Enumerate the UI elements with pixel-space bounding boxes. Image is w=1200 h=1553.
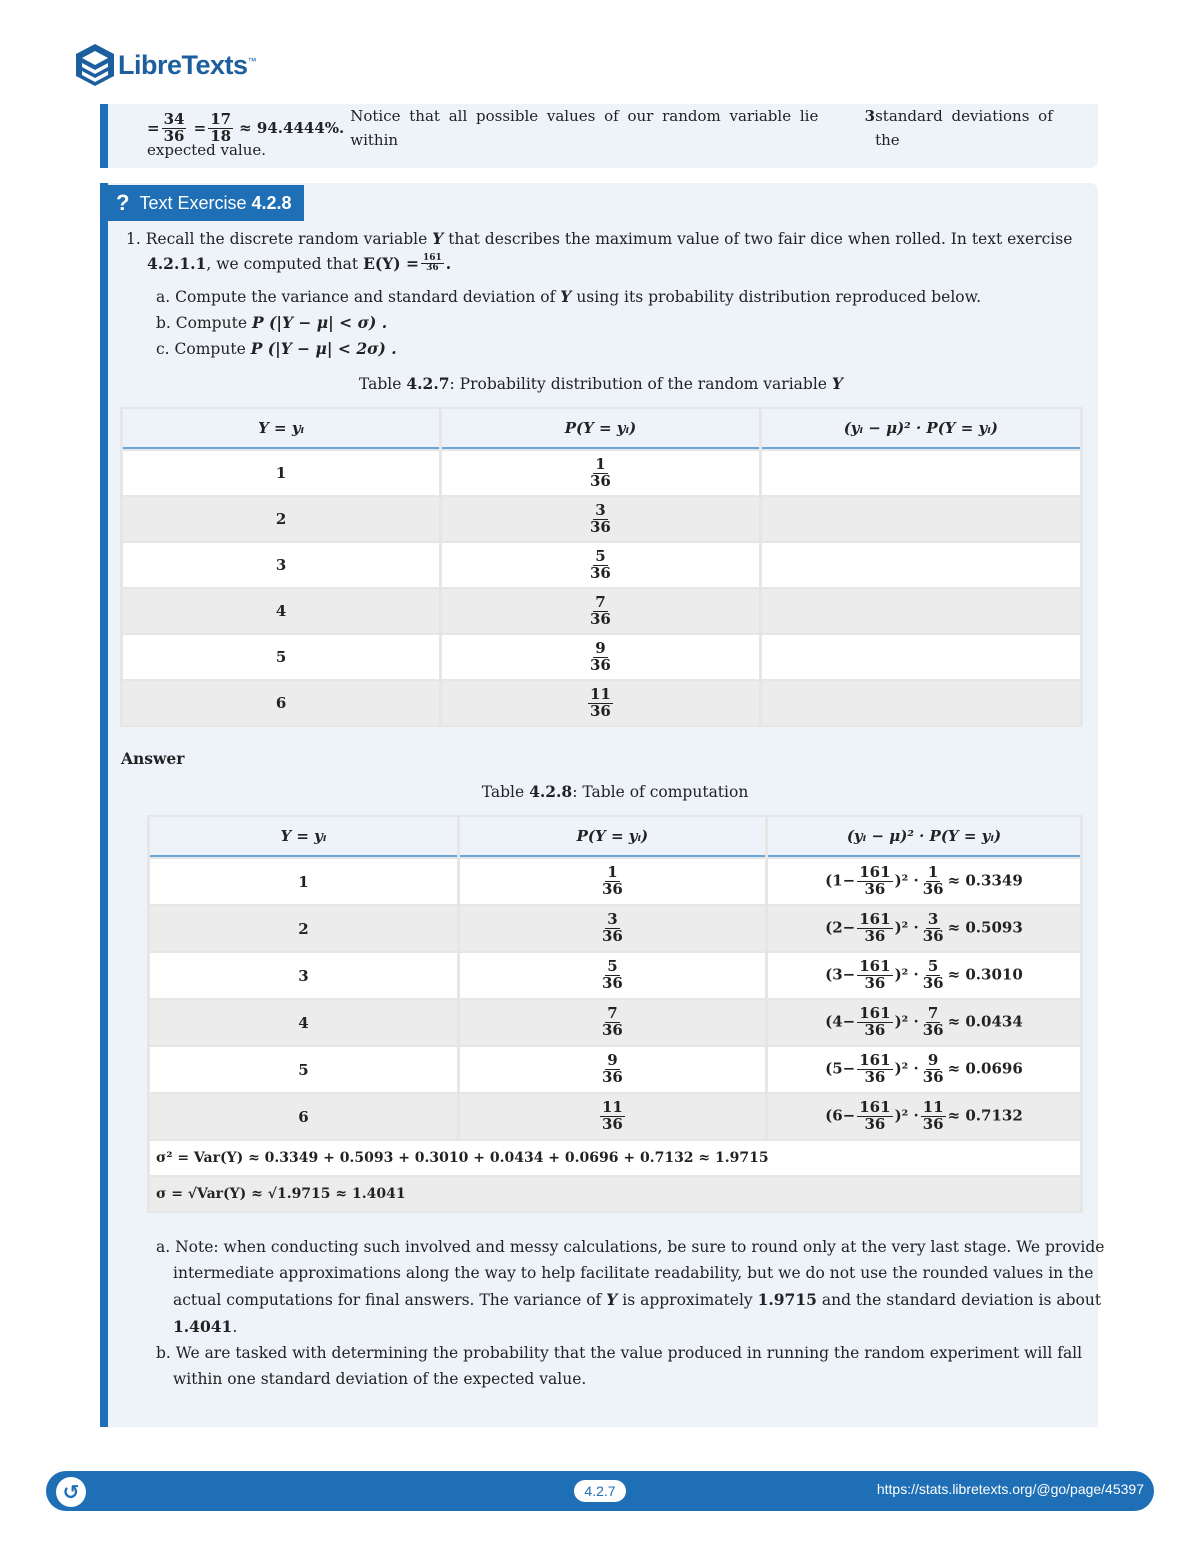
table-row: 1 $\frac{1}{36}$ (1− $\frac{161}{36}$ )² · $\frac{1}{36}$ ≈ 0.3349	[150, 859, 1080, 904]
col-header: P(Y = yᵢ)	[442, 409, 758, 449]
answer-a-line3: actual computations for final answers. The variance of Y is approximately 1.9715 and the standard deviation is about	[173, 1290, 1102, 1309]
table-row: 4 $\frac{7}{36}$	[123, 589, 1080, 633]
answer-a-line1: a. Note: when conducting such involved and messy calculations, be sure to round only at the very last stage. We provide	[156, 1238, 1105, 1256]
std-dev-row: σ = √Var(Y) ≈ √1.9715 ≈ 1.4041	[150, 1177, 1080, 1211]
table-row: 2 $\frac{3}{36}$	[123, 497, 1080, 541]
table2-caption: Table 4.2.8: Table of computation	[481, 782, 749, 801]
table-row: 2 $\frac{3}{36}$ (2− $\frac{161}{36}$ )² · $\frac{3}{36}$ ≈ 0.5093	[150, 906, 1080, 951]
variance-row: σ² = Var(Y) ≈ 0.3349 + 0.5093 + 0.3010 + 0.0434 + 0.0696 + 0.7132 ≈ 1.9715	[150, 1141, 1080, 1175]
col-header: Y = yᵢ	[150, 817, 457, 857]
exercise-part-a: a. Compute the variance and standard deviation of Y using its probability distribution reproduced below.	[156, 287, 981, 306]
cc-license-icon[interactable]: ↺	[56, 1477, 86, 1507]
table-row: 5 $\frac{9}{36}$ (5− $\frac{161}{36}$ )² · $\frac{9}{36}$ ≈ 0.0696	[150, 1047, 1080, 1092]
page-url-link[interactable]: https://stats.libretexts.org/@go/page/45397	[876, 1481, 1144, 1497]
exercise-item-1-cont: 4.2.1.1 , we computed that E(Y) = $\frac{161}{36}$ .	[147, 253, 452, 274]
answer-b-line1: b. We are tasked with determining the probability that the value produced in running the random experiment will fall	[156, 1344, 1083, 1362]
table-row: 4 $\frac{7}{36}$ (4− $\frac{161}{36}$ )² · $\frac{7}{36}$ ≈ 0.0434	[150, 1000, 1080, 1045]
exercise-bar	[100, 183, 108, 1427]
table-row: 3 $\frac{5}{36}$ (3− $\frac{161}{36}$ )² · $\frac{5}{36}$ ≈ 0.3010	[150, 953, 1080, 998]
table-row: 5 $\frac{9}{36}$	[123, 635, 1080, 679]
col-header: P(Y = yᵢ)	[460, 817, 765, 857]
fraction: $\frac{161}{36}$	[423, 253, 442, 274]
col-header: (yᵢ − μ)² · P(Y = yᵢ)	[762, 409, 1080, 449]
exercise-title: Text Exercise	[139, 192, 247, 213]
table-row: 6 $\frac{11}{36}$	[123, 681, 1080, 725]
previous-example-text: = $\frac{34}{36}$ = $\frac{17}{18}$ ≈ 94.4444%. Notice that all possible values of our random variable lie within 3 standard deviations of the	[147, 107, 1053, 149]
probability-table	[120, 407, 1083, 727]
exercise-part-b: b. Compute P (|Y − μ| < σ) .	[156, 313, 388, 332]
exercise-item-1: 1. Recall the discrete random variable Y that describes the maximum value of two fair dice when rolled. In text exercise	[126, 229, 1073, 248]
computation-table	[147, 815, 1083, 1213]
fraction: $\frac{34}{36}$	[163, 109, 185, 145]
previous-example-bar	[100, 104, 108, 168]
table-row: 1 $\frac{1}{36}$	[123, 451, 1080, 495]
libretexts-logo[interactable]	[74, 42, 256, 88]
table-row: 3 $\frac{5}{36}$	[123, 543, 1080, 587]
previous-example-text-end: expected value.	[147, 141, 267, 159]
answer-a-line4: 1.4041.	[173, 1317, 238, 1336]
answer-a-line2: intermediate approximations along the way to help facilitate readability, but we do not use the rounded values in the	[173, 1264, 1094, 1282]
exercise-part-c: c. Compute P (|Y − μ| < 2σ) .	[156, 339, 397, 358]
col-header: (yᵢ − μ)² · P(Y = yᵢ)	[768, 817, 1080, 857]
table1-caption: Table 4.2.7: Probability distribution of the random variable Y	[359, 374, 843, 393]
exercise-number: 4.2.8	[251, 192, 292, 213]
answer-b-line2: within one standard deviation of the expected value.	[173, 1370, 587, 1388]
question-icon: ?	[116, 190, 130, 215]
fraction: $\frac{17}{18}$	[210, 109, 232, 145]
table-row: 6 $\frac{11}{36}$ (6− $\frac{161}{36}$ )² · $\frac{11}{36}$ ≈ 0.7132	[150, 1094, 1080, 1139]
libretexts-logo-icon	[74, 42, 116, 88]
logo-text: LibreTexts™	[118, 49, 257, 80]
exercise-header	[104, 185, 304, 221]
page-number: 4.2.7	[574, 1480, 626, 1502]
col-header: Y = yᵢ	[123, 409, 439, 449]
answer-label[interactable]: Answer	[121, 749, 185, 768]
